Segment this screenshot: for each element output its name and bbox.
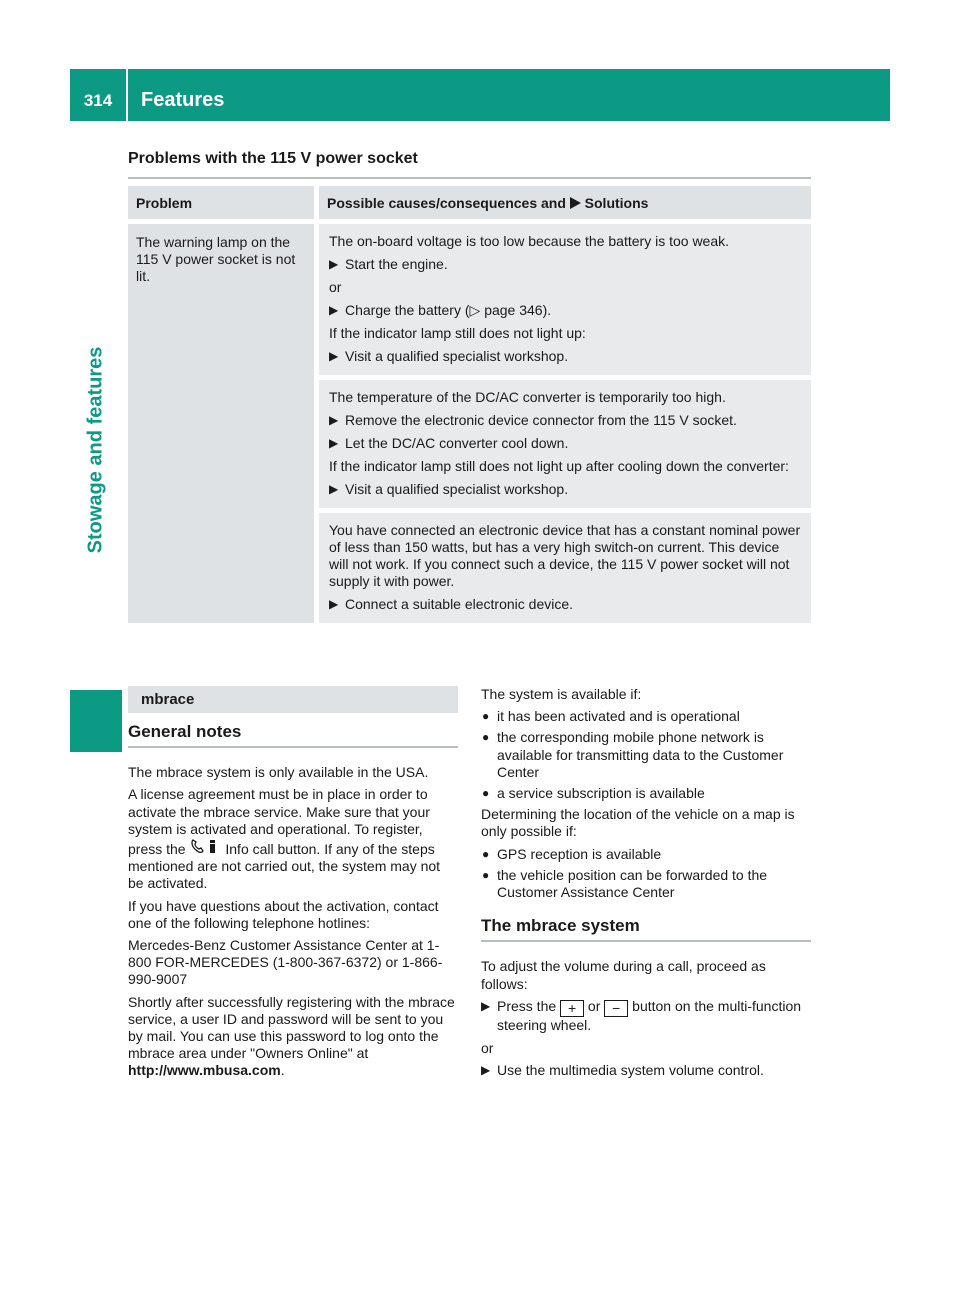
volume-up-key-icon: +	[560, 1000, 584, 1017]
step-arrow-icon: ▶	[329, 482, 339, 496]
col-header-problem: Problem	[128, 186, 319, 219]
paragraph: If you have questions about the activation, contact one of the following telephone hotlines:	[128, 897, 439, 931]
paragraph: Determining the location of the vehicle on a map is only possible if:	[481, 806, 795, 840]
info-call-icon	[189, 838, 221, 858]
bullet-icon: ●	[482, 867, 490, 882]
bullet-icon: ●	[482, 846, 490, 861]
paragraph: The system is available if:	[481, 686, 642, 702]
paragraph: Shortly after successfully registering with the mbrace service, a user ID and password will be sent to you by mail. You can use this password to log onto the mbrace area under "Owners Online" at http://www.mbusa.com.	[128, 993, 455, 1079]
paragraph: or	[481, 1040, 494, 1057]
volume-down-key-icon: −	[604, 1000, 628, 1017]
step-arrow-icon: ▶	[329, 257, 339, 271]
header-title: Features	[141, 89, 225, 111]
bullet-icon: ●	[482, 709, 490, 724]
header-divider	[126, 69, 128, 121]
paragraph: To adjust the volume during a call, proceed as follows:	[481, 958, 766, 992]
arrow-right-icon	[570, 197, 581, 209]
page-number: 314	[83, 91, 113, 110]
mbrace-system-rule	[481, 940, 811, 942]
right-column: The system is available if: ● it has been activated and is operational ● the corresponding mobile phone network is available for transmitting data to the Customer Center ● a service subscription is available Determining the location of the vehicle on a map is only possible if: ● GPS reception is available ● the vehicle position can be forwarded to the Customer Assistance Center The mbrace system To adjust the volume during a call, proceed as follows: ▶ Press the + or − button on the multi-function steering wheel. or ▶ Use the multimedia system volume control.	[481, 686, 811, 1085]
step-arrow-icon: ▶	[329, 303, 339, 317]
page-ref-icon: ▷	[469, 302, 481, 318]
step-arrow-icon: ▶	[481, 1063, 491, 1078]
step-arrow-icon: ▶	[481, 998, 491, 1013]
mbrace-system-title: The mbrace system	[481, 916, 640, 936]
problem-table	[128, 186, 811, 623]
col-header-solutions: Possible causes/consequences and Solutions	[319, 186, 811, 219]
side-tab-marker	[70, 690, 122, 752]
step-arrow-icon: ▶	[329, 349, 339, 363]
paragraph: The mbrace system is only available in the USA.	[128, 764, 429, 781]
general-notes-title: General notes	[128, 722, 242, 741]
step-arrow-icon: ▶	[329, 597, 339, 611]
left-column	[128, 686, 458, 1085]
mbusa-link[interactable]: http://www.mbusa.com	[128, 1062, 281, 1079]
step-arrow-icon: ▶	[329, 436, 339, 450]
section-rule	[128, 177, 811, 179]
cause-cell-3: You have connected an electronic device that has a constant nominal power of less than 150 watts, but has a very high switch-on current. This device will not work. If you connect such a device, the 115 V power socket will not supply it with power. ▶ Connect a suitable electronic device.	[319, 508, 811, 623]
problem-cell: The warning lamp on the 115 V power socket is not lit.	[128, 219, 319, 623]
mbrace-bar: mbrace	[128, 686, 458, 713]
side-tab-label: Stowage and features	[84, 346, 107, 554]
step-arrow-icon: ▶	[329, 413, 339, 427]
paragraph: Mercedes-Benz Customer Assistance Center at 1-800 FOR-MERCEDES (1-800-367-6372) or 1-866-990-9007	[128, 937, 443, 988]
general-notes-rule	[128, 746, 458, 748]
bullet-icon: ●	[482, 786, 490, 801]
cause-cell-1: The on-board voltage is too low because the battery is too weak. ▶ Start the engine. or ▶ Charge the battery (▷ page 346). If the indicator lamp still does not light up: ▶ Visit a qualified specialist workshop.	[319, 219, 811, 375]
paragraph: A license agreement must be in place in order to activate the mbrace service. Make sure that your system is activated and operational. To register, press the Info call button. If any of the steps mentioned are not carried out, the system may not be activated.	[128, 786, 441, 892]
bullet-icon: ●	[482, 730, 490, 745]
cause-cell-2: The temperature of the DC/AC converter is temporarily too high. ▶ Remove the electronic device connector from the 115 V socket. ▶ Let the DC/AC converter cool down. If the indicator lamp still does not light up after cooling down the converter: ▶ Visit a qualified specialist workshop.	[319, 375, 811, 508]
section-title: Problems with the 115 V power socket	[128, 150, 418, 167]
